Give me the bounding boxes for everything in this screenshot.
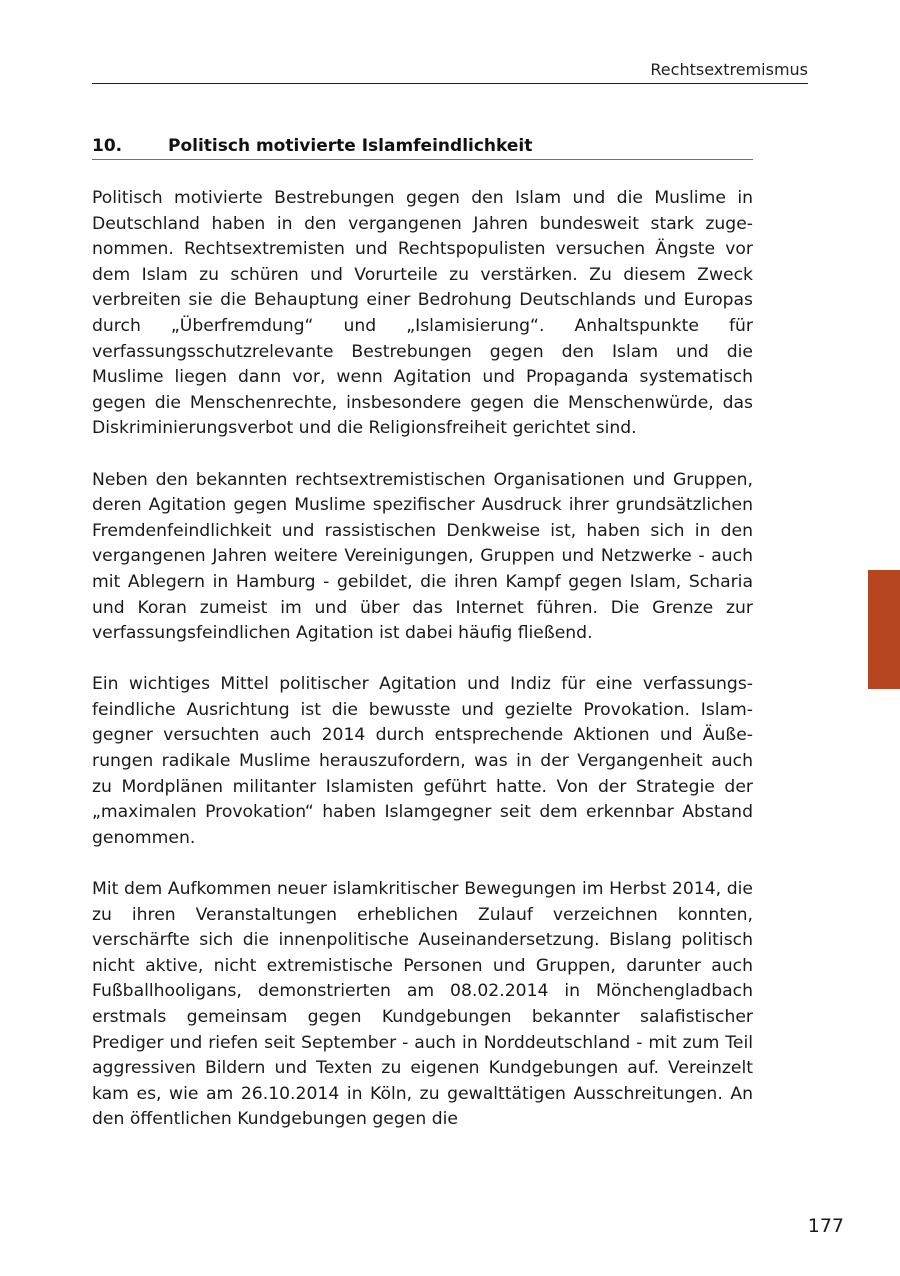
section-number: 10. — [92, 136, 123, 156]
paragraph: Politisch motivierte Bestrebungen gegen den Islam und die Muslime in Deutschland haben in den vergangenen Jahren bundesweit stark zugenommen. Rechtsextremisten und Rechtspopulisten versuchen Ängste vor dem Islam zu schüren und Vorurteile zu verstärken. Zu diesem Zweck verbreiten sie die Behauptung einer Bedrohung Deutschlands und Europas durch „Überfremdung“ und „Islamisierung“. Anhaltspunkte für verfassungsschutzrelevante Bestrebungen gegen den Islam und die Muslime liegen dann vor, wenn Agitation und Propaganda systematisch gegen die Menschenrechte, insbesondere gegen die Menschenwürde, das Diskriminierungsverbot und die Religionsfreiheit gerichtet sind. — [92, 188, 753, 439]
page-number: 177 — [807, 1215, 844, 1237]
paragraph: Mit dem Aufkommen neuer islamkritischer Bewegungen im Herbst 2014, die zu ihren Veranstaltungen erheblichen Zulauf verzeichnen konnten, verschärfte sich die innenpolitische Auseinandersetzung. Bislang politisch nicht aktive, nicht extremistische Personen und Gruppen, darunter auch Fußballhooligans, demonstrierten am 08.02.2014 in Mönchengladbach erstmals gemeinsam gegen Kundgebungen bekannter salafistischer Prediger und riefen seit September - auch in Norddeutschland - mit zum Teil aggressiven Bildern und Texten zu eigenen Kundgebungen auf. Vereinzelt kam es, wie am 26.10.2014 in Köln, zu gewalttätigen Ausschreitungen. An den öffentlichen Kundgebungen gegen die — [92, 879, 753, 1130]
paragraph: Neben den bekannten rechtsextremistischen Organisationen und Gruppen, deren Agitation gegen Muslime spezifischer Ausdruck ihrer grundsätzlichen Fremdenfeindlichkeit und rassistischen Denkweise ist, haben sich in den vergangenen Jahren weitere Vereinigungen, Gruppen und Netzwerke - auch mit Ablegern in Hamburg - gebildet, die ihren Kampf gegen Islam, Scharia und Koran zumeist im und über das Internet führen. Die Grenze zur verfassungsfeindlichen Agitation ist dabei häufig fließend. — [92, 469, 753, 644]
running-header-title: Rechtsextremismus — [650, 60, 808, 79]
section-heading-rule — [92, 159, 753, 160]
header-rule — [92, 83, 808, 84]
chapter-thumb-tab — [868, 570, 900, 689]
section-title: Politisch motivierte Islamfeindlichkeit — [168, 136, 533, 156]
body-text — [92, 186, 753, 1159]
section-heading — [92, 136, 753, 156]
paragraph: Ein wichtiges Mittel politischer Agitation und Indiz für eine verfassungsfeindliche Ausrichtung ist die bewusste und gezielte Provokation. Islamgegner versuchten auch 2014 durch entsprechende Aktionen und Äußerungen radikale Muslime herauszufordern, was in der Vergangenheit auch zu Mordplänen militanter Islamisten geführt hatte. Von der Strategie der „maximalen Provokation“ haben Islamgegner seit dem erkennbar Abstand genommen. — [92, 674, 753, 848]
